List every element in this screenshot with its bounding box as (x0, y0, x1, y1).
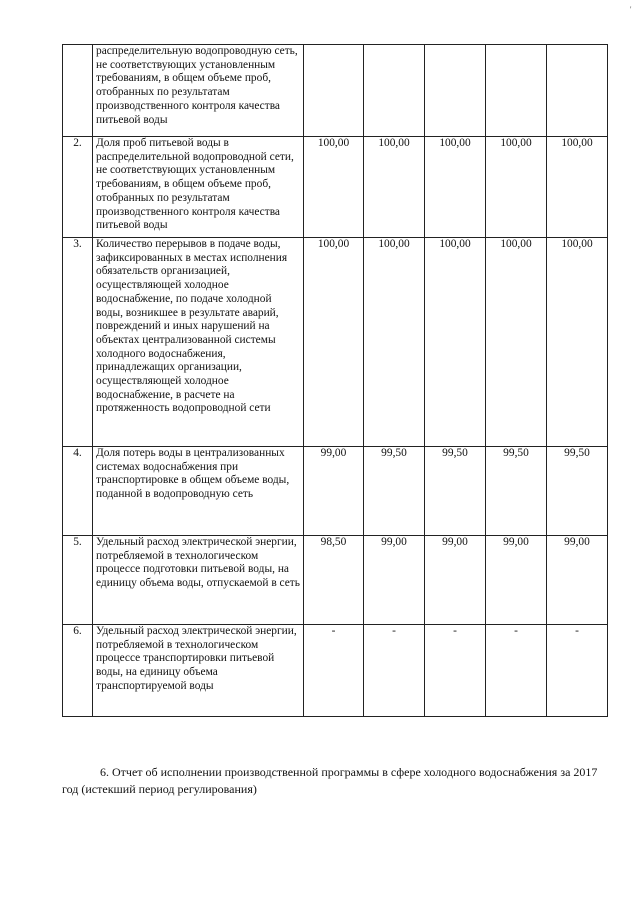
value-cell: 99,00 (425, 536, 486, 625)
value-cell: 99,00 (304, 447, 364, 536)
value-cell: 100,00 (364, 137, 425, 238)
value-cell (547, 45, 608, 137)
value-cell: 99,50 (364, 447, 425, 536)
indicator-description: Доля потерь воды в централизованных системах водоснабжения при транспортировке в общем объеме воды, поданной в водопроводную сеть (93, 447, 304, 536)
indicator-description: Удельный расход электрической энергии, потребляемой в технологическом процессе транспортировки питьевой воды, на единицу объема транспортируемой воды (93, 625, 304, 717)
table-row (63, 137, 608, 238)
value-cell: 99,00 (364, 536, 425, 625)
row-number: 5. (63, 536, 93, 625)
value-cell: 100,00 (486, 137, 547, 238)
indicator-description: Доля проб питьевой воды в распределительной водопроводной сети, не соответствующих установленным требованиям, в общем объеме проб, отобранных по результатам производственного контроля качества питьевой воды (93, 137, 304, 238)
indicator-description: Удельный расход электрической энергии, потребляемой в технологическом процессе подготовки питьевой воды, на единицу объема воды, отпускаемой в сеть (93, 536, 304, 625)
indicator-description: Количество перерывов в подаче воды, зафиксированных в местах исполнения обязательств организацией, осуществляющей холодное водоснабжение, по подаче холодной воды, возникшее в результате аварий, повреждений и иных нарушений на объектах централизованной системы холодного водоснабжения, принадлежащих организации, осуществляющей холодное водоснабжение, в расчете на протяженность водопроводной сети (93, 238, 304, 447)
row-number (63, 45, 93, 137)
row-number: 4. (63, 447, 93, 536)
value-cell: 100,00 (304, 238, 364, 447)
row-number: 6. (63, 625, 93, 717)
table-row (63, 238, 608, 447)
table-row (63, 625, 608, 717)
value-cell: 100,00 (425, 238, 486, 447)
value-cell: 100,00 (547, 137, 608, 238)
report-paragraph: 6. Отчет об исполнении производственной программы в сфере холодного водоснабжения за 2017 год (истекший период регулирования) (62, 765, 598, 796)
row-number: 2. (63, 137, 93, 238)
value-cell: 99,50 (486, 447, 547, 536)
value-cell: - (304, 625, 364, 717)
value-cell: - (486, 625, 547, 717)
value-cell: - (425, 625, 486, 717)
value-cell (425, 45, 486, 137)
value-cell: - (547, 625, 608, 717)
value-cell: 100,00 (304, 137, 364, 238)
value-cell: - (364, 625, 425, 717)
indicators-table (62, 44, 608, 717)
value-cell: 100,00 (486, 238, 547, 447)
value-cell (304, 45, 364, 137)
row-number: 3. (63, 238, 93, 447)
value-cell: 100,00 (364, 238, 425, 447)
table-row (63, 45, 608, 137)
table-row (63, 447, 608, 536)
value-cell (486, 45, 547, 137)
value-cell: 99,00 (547, 536, 608, 625)
value-cell: 100,00 (425, 137, 486, 238)
indicator-description: распределительную водопроводную сеть, не соответствующих установленным требованиям, в общем объеме проб, отобранных по результатам производственного контроля качества питьевой воды (93, 45, 304, 137)
value-cell: 98,50 (304, 536, 364, 625)
corner-mark: ' (630, 5, 632, 14)
value-cell: 100,00 (547, 238, 608, 447)
table-row (63, 536, 608, 625)
value-cell: 99,00 (486, 536, 547, 625)
value-cell: 99,50 (547, 447, 608, 536)
value-cell: 99,50 (425, 447, 486, 536)
value-cell (364, 45, 425, 137)
